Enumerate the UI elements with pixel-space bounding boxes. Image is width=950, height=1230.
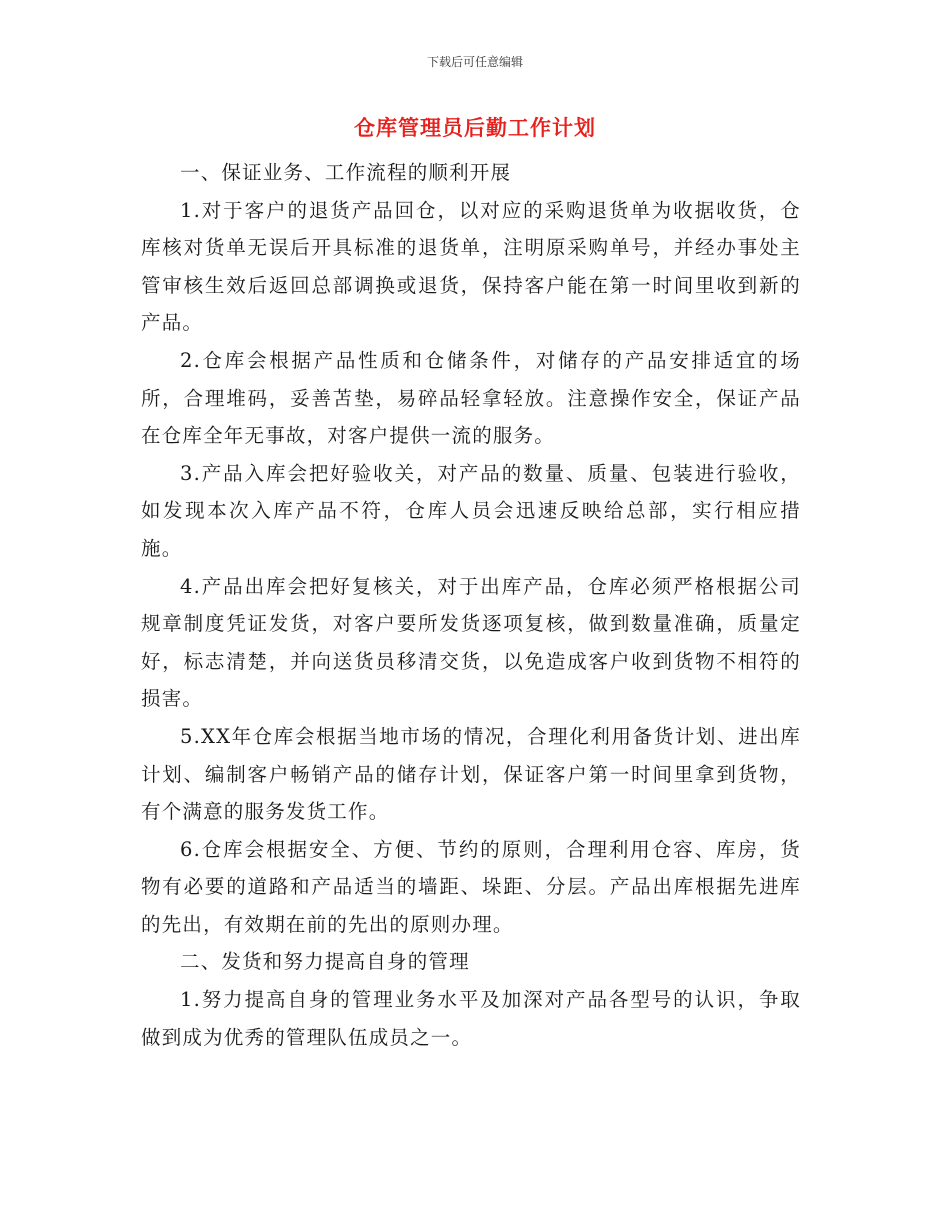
document-title: 仓库管理员后勤工作计划: [354, 116, 596, 140]
paragraph-1-4: 4.产品出库会把好复核关，对于出库产品，仓库必须严格根据公司规章制度凭证发货，对客户要所发货逐项复核，做到数量准确，质量定好，标志清楚，并向送货员移清交货，以免造成客户收到货物不相符的损害。: [141, 574, 801, 711]
paragraph-1-1: 1.对于客户的退货产品回仓，以对应的采购退货单为收据收货，仓库核对货单无误后开具标准的退货单，注明原采购单号，并经办事处主管审核生效后返回总部调换或退货，保持客户能在第一时间里收到新的产品。: [141, 198, 801, 335]
document-body: [141, 154, 801, 1056]
section-heading-1: 一、保证业务、工作流程的顺利开展: [180, 161, 512, 184]
paragraph-2-1: 1.努力提高自身的管理业务水平及加深对产品各型号的认识，争取做到成为优秀的管理队伍成员之一。: [141, 988, 801, 1049]
paragraph-1-3: 3.产品入库会把好验收关，对产品的数量、质量、包装进行验收，如发现本次入库产品不符，仓库人员会迅速反映给总部，实行相应措施。: [141, 461, 801, 560]
header-note: 下载后可任意编辑: [426, 55, 523, 69]
paragraph-1-5: 5.XX年仓库会根据当地市场的情况，合理化利用备货计划、进出库计划、编制客户畅销产品的储存计划，保证客户第一时间里拿到货物，有个满意的服务发货工作。: [141, 724, 801, 824]
section-heading-2: 二、发货和努力提高自身的管理: [180, 950, 470, 974]
paragraph-1-6: 6.仓库会根据安全、方便、节约的原则，合理利用仓容、库房，货物有必要的道路和产品适当的墙距、垛距、分层。产品出库根据先进库的先出，有效期在前的先出的原则办理。: [141, 837, 801, 936]
paragraph-1-2: 2.仓库会根据产品性质和仓储条件，对储存的产品安排适宜的场所，合理堆码，妥善苫垫，易碎品轻拿轻放。注意操作安全，保证产品在仓库全年无事故，对客户提供一流的服务。: [141, 348, 801, 448]
